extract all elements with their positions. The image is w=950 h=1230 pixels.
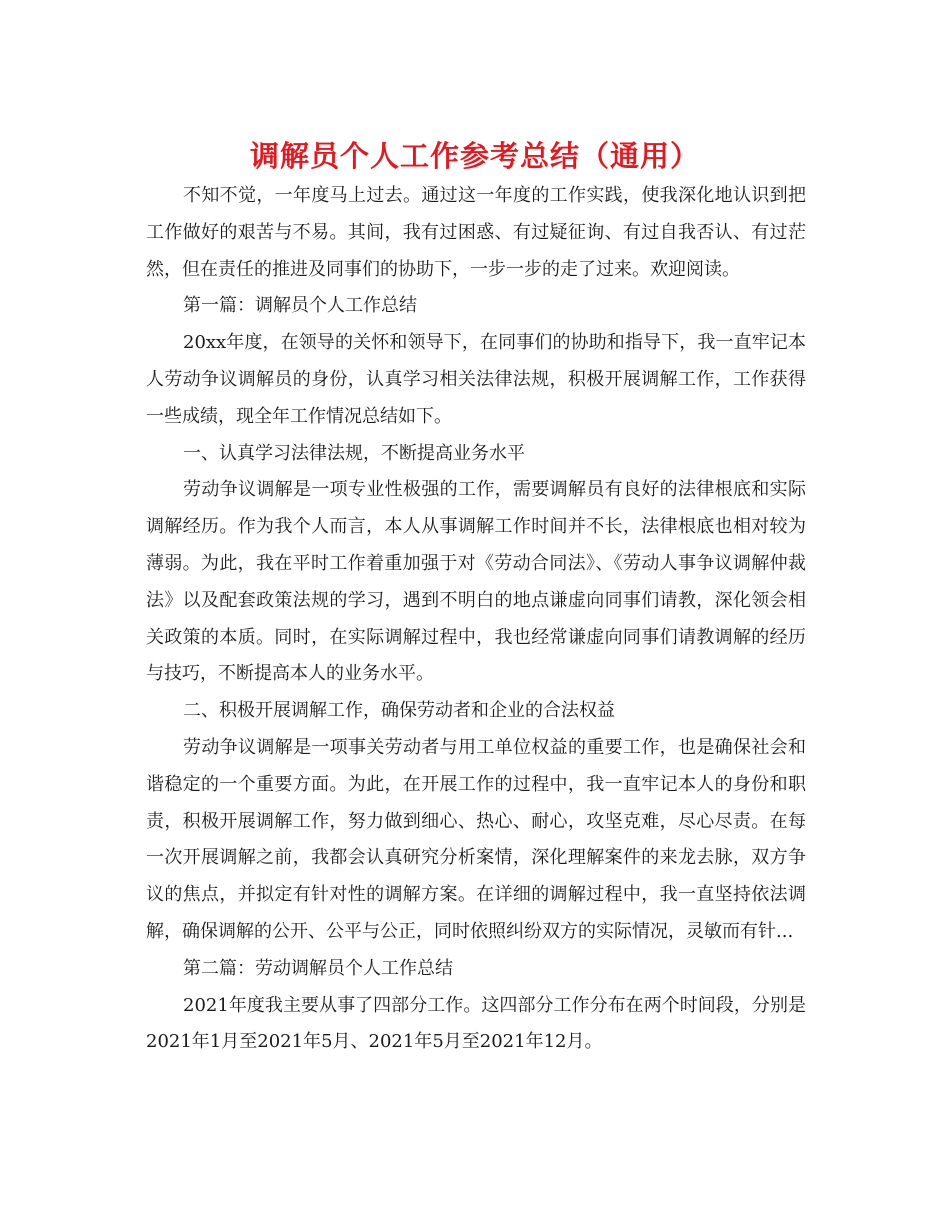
paragraph-part-one-overview: 20xx年度，在领导的关怀和领导下，在同事们的协助和指导下，我一直牢记本人劳动争议调解员的身份，认真学习相关法律法规，积极开展调解工作，工作获得一些成绩，现全年工作情况总结如下。	[146, 332, 806, 427]
paragraph-mediation-work: 劳动争议调解是一项事关劳动者与用工单位权益的重要工作，也是确保社会和谐稳定的一个重要方面。为此，在开展工作的过程中，我一直牢记本人的身份和职责，积极开展调解工作，努力做到细心、热心、耐心，攻坚克难，尽心尽责。在每一次开展调解之前，我都会认真研究分析案情，深化理解案件的来龙去脉，双方争议的焦点，并拟定有针对性的调解方案。在详细的调解过程中，我一直坚持依法调解，确保调解的公开、公平与公正，同时依照纠纷双方的实际情况，灵敏而有针...	[146, 736, 806, 942]
section-heading-part-one: 第一篇：调解员个人工作总结	[183, 295, 417, 317]
document-body	[146, 178, 806, 1061]
paragraph-study-laws: 劳动争议调解是一项专业性极强的工作，需要调解员有良好的法律根底和实际调解经历。作为我个人而言，本人从事调解工作时间并不长，法律根底也相对较为薄弱。为此，我在平时工作着重加强于对《劳动合同法》、《劳动人事争议调解仲裁法》以及配套政策法规的学习，遇到不明白的地点谦虚向同事们请教，深化领会相关政策的本质。同时，在实际调解过程中，我也经常谦虚向同事们请教调解的经历与技巧，不断提高本人的业务水平。	[146, 479, 806, 685]
document-title: 调解员个人工作参考总结（通用）	[249, 139, 700, 173]
subheading-mediation-work: 二、积极开展调解工作，确保劳动者和企业的合法权益	[183, 700, 615, 722]
subheading-study-laws: 一、认真学习法律法规，不断提高业务水平	[183, 442, 525, 464]
paragraph-part-two-overview: 2021年度我主要从事了四部分工作。这四部分工作分布在两个时间段，分别是2021年1月至2021年5月、2021年5月至2021年12月。	[146, 994, 806, 1053]
section-heading-part-two: 第二篇：劳动调解员个人工作总结	[183, 957, 453, 979]
paragraph-intro: 不知不觉，一年度马上过去。通过这一年度的工作实践，使我深化地认识到把工作做好的艰苦与不易。其间，我有过困惑、有过疑征询、有过自我否认、有过茫然，但在责任的推进及同事们的协助下，一步一步的走了过来。欢迎阅读。	[146, 185, 806, 280]
